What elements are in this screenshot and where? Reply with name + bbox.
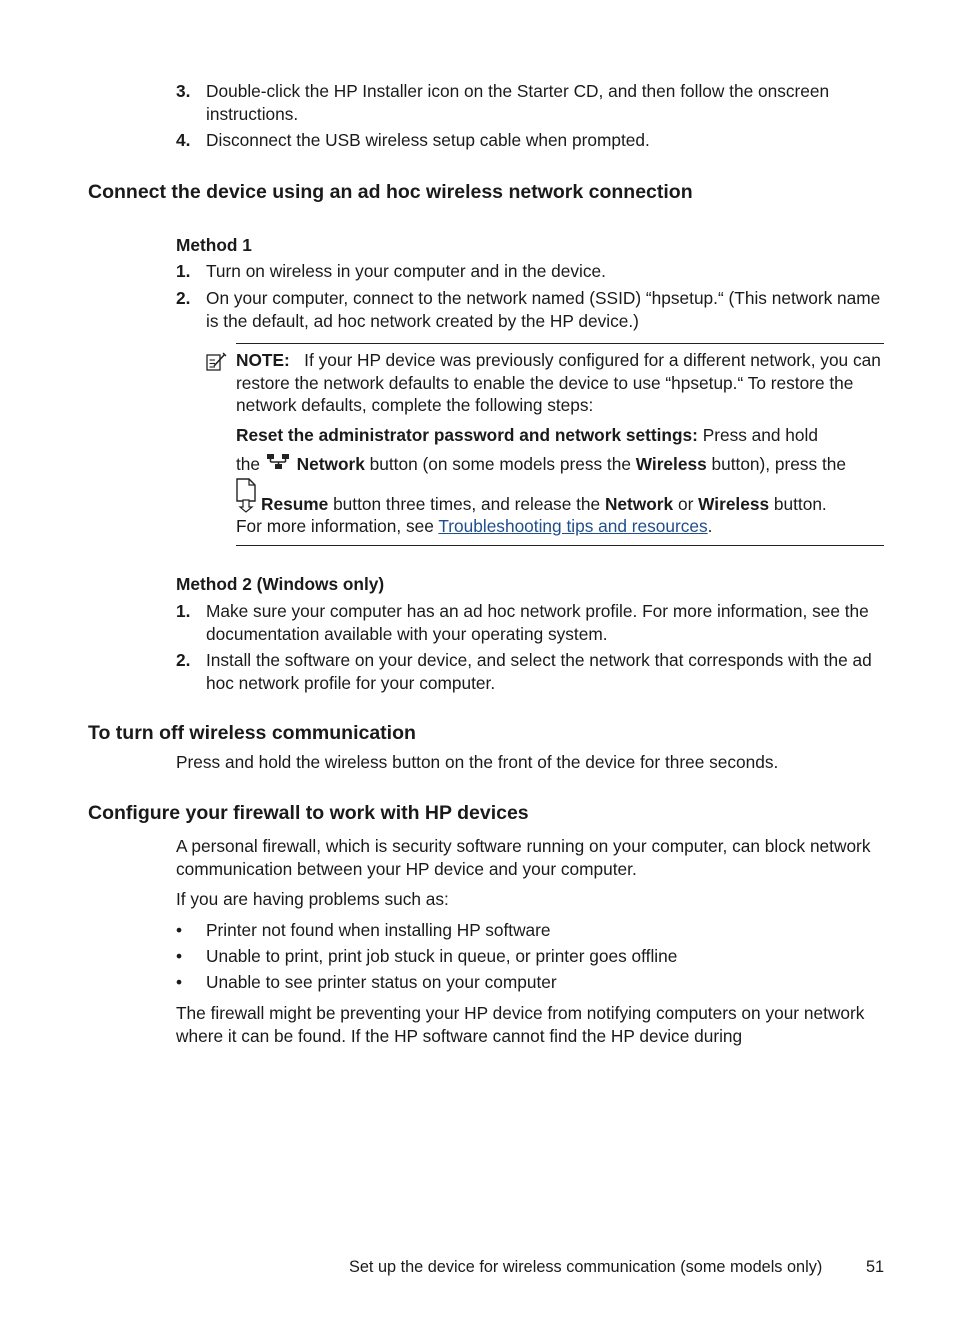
step-text: Disconnect the USB wireless setup cable when prompted. bbox=[206, 130, 650, 150]
firewall-paragraph-1: A personal firewall, which is security software running on your computer, can block network communication between your HP device and your computer. bbox=[176, 836, 871, 879]
period: . bbox=[707, 516, 713, 536]
step-number: 2. bbox=[176, 650, 191, 670]
troubleshooting-link[interactable]: Troubleshooting tips and resources bbox=[438, 516, 708, 536]
list-item: Unable to print, print job stuck in queue, or printer goes offline bbox=[206, 946, 678, 966]
reset-text: the bbox=[236, 454, 261, 474]
reset-title: Reset the administrator password and network settings: bbox=[236, 425, 698, 445]
note-label: NOTE: bbox=[236, 350, 290, 370]
step-text: Turn on wireless in your computer and in the device. bbox=[206, 261, 606, 281]
network-label: Network bbox=[604, 494, 674, 514]
reset-line-1 bbox=[236, 424, 884, 447]
bullet-icon: • bbox=[176, 972, 183, 992]
reset-line-2 bbox=[236, 453, 884, 476]
step-text: Install the software on your device, and select the network that corresponds with the ad hoc network profile for your computer. bbox=[206, 650, 872, 693]
wireless-label: Wireless bbox=[698, 494, 770, 514]
reset-line-3 bbox=[261, 493, 827, 516]
step-number: 2. bbox=[176, 288, 191, 308]
method1-heading: Method 1 bbox=[176, 235, 252, 255]
step-text: Double-click the HP Installer icon on the Starter CD, and then follow the onscreen instructions. bbox=[206, 81, 830, 124]
resume-label: Resume bbox=[261, 494, 329, 514]
network-label: Network bbox=[296, 454, 365, 474]
step-number: 1. bbox=[176, 601, 191, 621]
note-icon bbox=[205, 351, 227, 373]
reset-text: button. bbox=[773, 494, 827, 514]
section-heading-firewall: Configure your firewall to work with HP devices bbox=[88, 802, 529, 824]
step-number: 4. bbox=[176, 130, 191, 150]
note-bottom-rule bbox=[236, 545, 884, 546]
step-number: 1. bbox=[176, 261, 191, 281]
firewall-paragraph-3: The firewall might be preventing your HP device from notifying computers on your network where it can be found. If the HP software cannot find the HP device during bbox=[176, 1003, 865, 1046]
wireless-label: Wireless bbox=[635, 454, 707, 474]
reset-text: Press and hold bbox=[702, 425, 818, 445]
network-icon bbox=[265, 453, 292, 471]
section-heading-adhoc: Connect the device using an ad hoc wireless network connection bbox=[88, 181, 693, 203]
list-item: Printer not found when installing HP software bbox=[206, 920, 551, 940]
step-text: On your computer, connect to the network named (SSID) “hpsetup.“ (This network name is the default, ad hoc network created by the HP device.) bbox=[206, 288, 881, 331]
method2-heading: Method 2 (Windows only) bbox=[176, 574, 385, 594]
reset-text: button (on some models press the bbox=[369, 454, 631, 474]
more-info-line bbox=[236, 515, 884, 538]
reset-text: button three times, and release the bbox=[333, 494, 601, 514]
page-number: 51 bbox=[866, 1258, 885, 1276]
section-heading-turn-off: To turn off wireless communication bbox=[88, 722, 416, 744]
firewall-paragraph-2: If you are having problems such as: bbox=[176, 889, 449, 909]
note-paragraph bbox=[236, 349, 884, 417]
bullet-icon: • bbox=[176, 920, 183, 940]
reset-text: button), press the bbox=[711, 454, 846, 474]
reset-text: or bbox=[677, 494, 694, 514]
note-text: If your HP device was previously configured for a different network, you can restore the network defaults to enable the device to use “hpsetup.“ To restore the network defaults, complete the following steps: bbox=[236, 350, 881, 415]
step-number: 3. bbox=[176, 81, 191, 101]
list-item: Unable to see printer status on your computer bbox=[206, 972, 557, 992]
note-top-rule bbox=[236, 343, 884, 344]
footer-title: Set up the device for wireless communication (some models only) bbox=[349, 1258, 823, 1276]
resume-icon bbox=[235, 477, 257, 513]
turn-off-text: Press and hold the wireless button on the front of the device for three seconds. bbox=[176, 752, 779, 772]
bullet-icon: • bbox=[176, 946, 183, 966]
more-info-text: For more information, see bbox=[236, 516, 434, 536]
step-text: Make sure your computer has an ad hoc network profile. For more information, see the documentation available with your operating system. bbox=[206, 601, 869, 644]
